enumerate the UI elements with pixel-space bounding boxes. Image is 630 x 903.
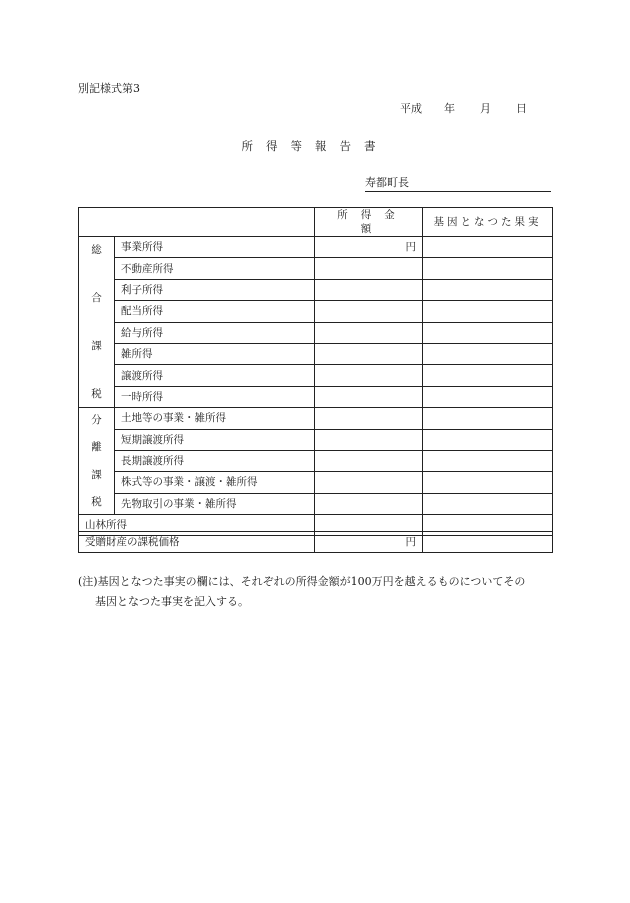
note-line-2: 基因となつた事実を記入する。 — [95, 595, 249, 608]
income-type-label: 給与所得 — [115, 322, 315, 343]
category-char: 離 — [91, 441, 102, 454]
table-row — [79, 279, 553, 300]
table-row — [79, 493, 553, 514]
reason-cell[interactable] — [423, 493, 553, 514]
amount-cell[interactable] — [315, 343, 423, 364]
reason-cell[interactable] — [423, 258, 553, 279]
gift-row — [79, 532, 553, 553]
income-type-label: 長期譲渡所得 — [115, 450, 315, 471]
income-type-label: 利子所得 — [115, 279, 315, 300]
amount-cell[interactable] — [315, 279, 423, 300]
reason-cell[interactable] — [423, 472, 553, 493]
income-type-label: 雑所得 — [115, 343, 315, 364]
amount-cell[interactable] — [315, 429, 423, 450]
income-type-label: 短期譲渡所得 — [115, 429, 315, 450]
reason-cell[interactable] — [423, 237, 553, 258]
reason-cell[interactable] — [423, 343, 553, 364]
amount-cell[interactable] — [315, 301, 423, 322]
table-row — [79, 258, 553, 279]
reason-cell[interactable] — [423, 429, 553, 450]
gift-reason-cell[interactable] — [423, 532, 553, 553]
table-row — [79, 237, 553, 258]
addressee: 寿都町長 — [365, 174, 551, 192]
forestry-label: 山林所得 — [79, 515, 315, 536]
category-char: 税 — [91, 387, 102, 400]
reason-cell[interactable] — [423, 450, 553, 471]
income-type-label: 不動産所得 — [115, 258, 315, 279]
amount-cell[interactable] — [315, 408, 423, 429]
amount-cell[interactable] — [315, 258, 423, 279]
note-line-1: (注)基因となつた事実の欄には、それぞれの所得金額が100万円を越えるものについてその — [78, 575, 526, 588]
note — [78, 572, 558, 612]
table-row — [79, 472, 553, 493]
date-line — [400, 100, 527, 116]
reason-cell[interactable] — [423, 301, 553, 322]
category-cell — [79, 237, 115, 408]
gift-label: 受贈財産の課税価格 — [79, 532, 315, 553]
reason-cell[interactable] — [423, 279, 553, 300]
date-era: 平成 — [400, 102, 422, 115]
header-reason: 基因となつた果実 — [423, 208, 553, 237]
table-row — [79, 408, 553, 429]
income-type-label: 譲渡所得 — [115, 365, 315, 386]
table-row — [79, 450, 553, 471]
table-row — [79, 322, 553, 343]
amount-cell[interactable]: 円 — [315, 237, 423, 258]
reason-cell[interactable] — [423, 408, 553, 429]
category-char: 分 — [91, 414, 102, 427]
reason-cell[interactable] — [423, 322, 553, 343]
table-row — [79, 301, 553, 322]
income-table — [78, 207, 553, 536]
category-char: 課 — [91, 468, 102, 481]
amount-cell[interactable] — [315, 450, 423, 471]
income-type-label: 事業所得 — [115, 237, 315, 258]
document-title: 所得等報告書 — [241, 139, 389, 153]
income-type-label: 株式等の事業・譲渡・雑所得 — [115, 472, 315, 493]
gift-table — [78, 531, 553, 553]
header-row — [79, 208, 553, 237]
category-char: 課 — [91, 339, 102, 352]
category-char: 合 — [91, 292, 102, 305]
amount-cell[interactable] — [315, 472, 423, 493]
table-row — [79, 365, 553, 386]
category-cell — [79, 408, 115, 515]
amount-cell[interactable] — [315, 365, 423, 386]
header-blank-cell — [79, 208, 315, 237]
reason-cell[interactable] — [423, 365, 553, 386]
income-type-label: 一時所得 — [115, 386, 315, 407]
gift-amount-cell[interactable]: 円 — [315, 532, 423, 553]
table-row — [79, 386, 553, 407]
category-char: 税 — [91, 496, 102, 509]
amount-cell[interactable] — [315, 322, 423, 343]
amount-cell[interactable] — [315, 493, 423, 514]
date-day: 日 — [516, 102, 527, 115]
category-char: 総 — [91, 244, 102, 257]
income-type-label: 土地等の事業・雑所得 — [115, 408, 315, 429]
date-month: 月 — [480, 102, 491, 115]
date-year: 年 — [444, 102, 455, 115]
table-row — [79, 343, 553, 364]
table-row — [79, 429, 553, 450]
reason-cell[interactable] — [423, 386, 553, 407]
income-type-label: 配当所得 — [115, 301, 315, 322]
form-number-label: 別記様式第3 — [78, 82, 140, 95]
amount-cell[interactable] — [315, 386, 423, 407]
income-type-label: 先物取引の事業・雑所得 — [115, 493, 315, 514]
header-amount: 所得金額 — [315, 208, 423, 237]
